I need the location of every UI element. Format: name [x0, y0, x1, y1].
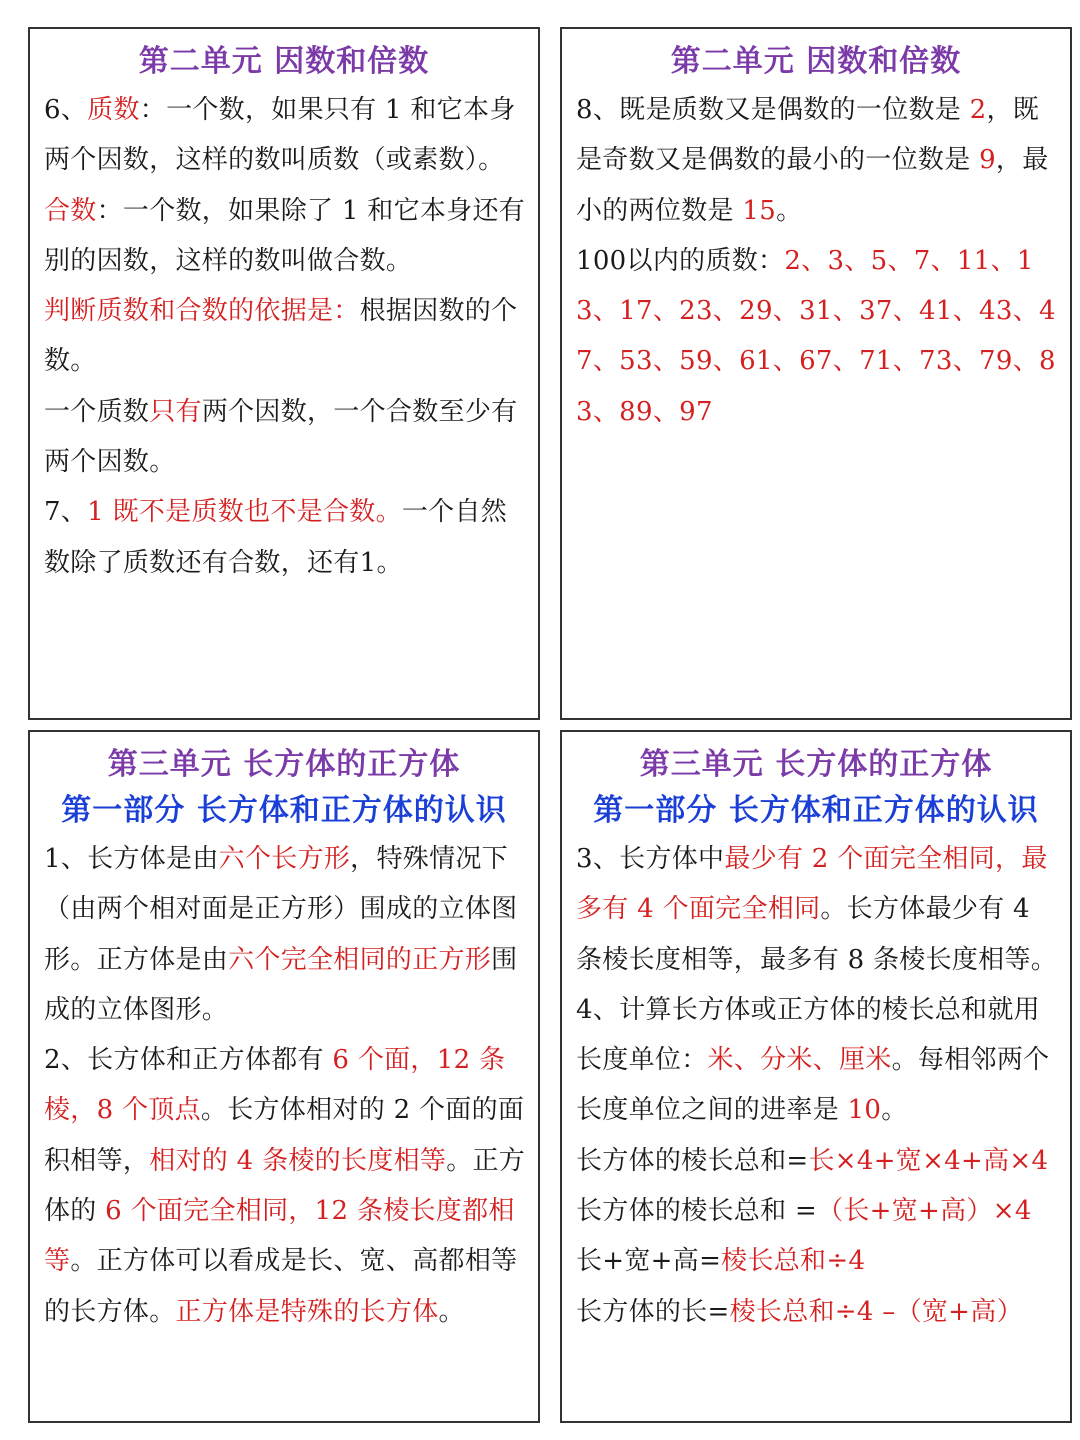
body-text: 6、	[44, 95, 88, 125]
body-text: 8、既是质数又是偶数的一位数是	[576, 95, 970, 125]
highlight-text: 相对的 4 条棱的长度相等	[149, 1145, 447, 1176]
body-text: 长+宽+高=	[576, 1246, 722, 1277]
body-text: ，特殊情况下（由两个相对面是正方形）围成的立体图形。正方体是由	[44, 844, 518, 975]
highlight-text: 合数	[44, 195, 97, 226]
highlight-text: 质数	[87, 95, 140, 125]
paragraph	[44, 834, 530, 1035]
body-text: 长方体的长=	[576, 1296, 730, 1327]
body-text: 一个自然数除了质数还有合数，还有1。	[44, 497, 508, 578]
body-text: 2、长方体和正方体都有	[44, 1045, 333, 1076]
paragraph	[576, 85, 1062, 236]
body-text: 。长方体最少有 4 条棱长度相等，最多有 8 条棱长度相等。	[576, 894, 1058, 975]
highlight-text: 6 个面，12 条棱，8 个顶点	[44, 1045, 506, 1126]
highlight-text: 棱长总和÷4 –（宽+高）	[729, 1296, 1023, 1327]
body-text: 。	[881, 1095, 908, 1126]
body-text: ，最小的两位数是	[576, 145, 1049, 226]
card-body	[44, 834, 530, 1337]
highlight-text: 15	[742, 195, 777, 226]
highlight-text: 六个长方形	[218, 844, 351, 874]
highlight-text: 10	[847, 1095, 882, 1126]
card-title: 第二单元 因数和倍数	[138, 44, 430, 79]
paragraph	[576, 1236, 1062, 1286]
body-text: 。每相邻两个长度单位之间的进率是	[576, 1045, 1050, 1126]
highlight-text: 米、分米、厘米	[707, 1045, 892, 1076]
card-unit3-part2	[560, 730, 1072, 1423]
highlight-text: 棱长总和÷4	[721, 1246, 866, 1277]
card-unit2-part2	[560, 27, 1072, 720]
paragraph	[44, 286, 530, 387]
highlight-text: （长+宽+高）×4	[817, 1196, 1032, 1227]
highlight-text: 1 既不是质数也不是合数。	[87, 497, 402, 528]
card-title: 第二单元 因数和倍数	[670, 44, 962, 79]
paragraph	[576, 236, 1062, 437]
highlight-text: 六个完全相同的正方形	[228, 944, 492, 975]
paragraph	[576, 834, 1062, 985]
paragraph	[44, 1035, 530, 1337]
body-text: 。正方体可以看成是长、宽、高都相等的长方体。	[44, 1246, 518, 1327]
body-text: 100以内的质数：	[576, 245, 785, 276]
body-text: 1、长方体是由	[44, 844, 219, 874]
card-title: 第三单元 长方体的正方体	[107, 747, 461, 782]
body-text: 。	[776, 195, 803, 226]
body-text: 。正方体的	[44, 1145, 526, 1227]
body-text: 一个质数	[44, 396, 150, 427]
paragraph	[44, 186, 530, 287]
paragraph	[576, 985, 1062, 1136]
card-unit2-part1	[28, 27, 540, 720]
card-body	[44, 85, 530, 588]
highlight-text: 2	[969, 95, 987, 125]
highlight-text: 6 个面完全相同，12 条棱长度都相等	[44, 1196, 515, 1277]
highlight-text: 判断质数和合数的依据是：	[44, 296, 360, 327]
body-text: 根据因数的个数。	[44, 296, 518, 377]
paragraph	[576, 1186, 1062, 1236]
body-text: 。	[438, 1296, 465, 1327]
paragraph	[44, 85, 530, 186]
paragraph	[576, 1287, 1062, 1337]
body-text: ：一个数，如果除了 1 和它本身还有别的因数，这样的数叫做合数。	[44, 195, 526, 276]
highlight-text: 只有	[149, 396, 202, 427]
body-text: 。长方体相对的 2 个面的面积相等，	[44, 1095, 525, 1176]
card-body	[576, 85, 1062, 437]
body-text: 7、	[44, 497, 88, 528]
body-text: 长方体的棱长总和=	[576, 1145, 809, 1176]
card-unit3-part1	[28, 730, 540, 1423]
highlight-text: 正方体是特殊的长方体	[175, 1296, 439, 1327]
body-text: 围成的立体图形。	[44, 944, 518, 1025]
card-subtitle: 第一部分 长方体和正方体的认识	[593, 793, 1039, 828]
body-text: 3、长方体中	[576, 844, 725, 874]
card-subtitle: 第一部分 长方体和正方体的认识	[61, 793, 507, 828]
card-body	[576, 834, 1062, 1337]
highlight-text: 2、3、5、7、11、13、17、23、29、31、37、41、43、47、53、59、61、67、71、73、79、83、89、97	[576, 245, 1056, 427]
body-text: ，既是奇数又是偶数的最小的一位数是	[576, 95, 1040, 176]
paragraph	[44, 487, 530, 588]
highlight-text: 最少有 2 个面完全相同，最多有 4 个面完全相同	[576, 844, 1048, 925]
body-text: 4、计算长方体或正方体的棱长总和就用长度单位：	[576, 994, 1040, 1076]
paragraph	[44, 387, 530, 488]
highlight-text: 长×4+宽×4+高×4	[808, 1145, 1049, 1176]
card-title: 第三单元 长方体的正方体	[639, 747, 993, 782]
body-text: ：一个数，如果只有 1 和它本身两个因数，这样的数叫质数（或素数）。	[44, 95, 516, 176]
body-text: 长方体的棱长总和 =	[576, 1196, 818, 1227]
highlight-text: 9	[979, 145, 996, 176]
body-text: 两个因数，一个合数至少有两个因数。	[44, 396, 518, 478]
paragraph	[576, 1136, 1062, 1186]
